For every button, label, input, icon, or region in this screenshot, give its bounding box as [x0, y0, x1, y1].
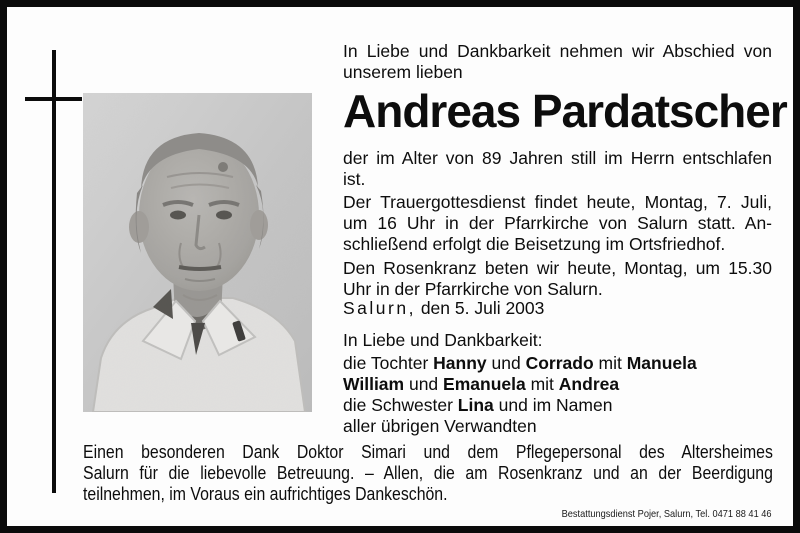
place-dateline: Salurn, den 5. Juli 2003	[343, 298, 545, 318]
rosary-info: Den Rosenkranz beten wir heute, Montag, um 15.30 Uhr in der Pfarrkirche von Salurn.	[343, 258, 772, 299]
mourners-heading-label: In Liebe und Dankbarkeit:	[343, 330, 543, 350]
cross-horizontal-bar	[25, 97, 82, 101]
intro-text: In Liebe und Dankbarkeit nehmen wir Abschied von unserem lieben	[343, 41, 772, 82]
death-statement: der im Alter von 89 Jahren still im Herrn entschlafen ist.	[343, 148, 772, 189]
funeral-home-info: Bestattungsdienst Pojer, Salurn, Tel. 0471 88 41 46	[562, 508, 772, 520]
deceased-name: Andreas Pardatscher	[343, 85, 787, 137]
portrait-photo	[83, 93, 312, 412]
mourners-heading	[343, 330, 772, 351]
mourners-list: die Tochter Hanny und Corrado mit Manuela William und Emanuela mit Andrea die Schwester Lina und im Namen aller übrigen Verwandten	[343, 353, 697, 436]
thanks-paragraph: Einen besonderen Dank Doktor Simari und dem Pflegepersonal des Altersheimes Salurn für die liebevolle Betreuung. – Allen, die am Rosenkranz und an der Beerdigung teilnehmen, im Voraus ein aufrichtiges Dankeschön.	[83, 442, 773, 504]
funeral-service-info: Der Trauergottesdienst findet heute, Montag, 7. Juli, um 16 Uhr in der Pfarrkirche von Salurn statt. An- schließend erfolgt die Beisetzung im Ortsfriedhof.	[343, 192, 772, 254]
cross-vertical-bar	[52, 50, 56, 493]
